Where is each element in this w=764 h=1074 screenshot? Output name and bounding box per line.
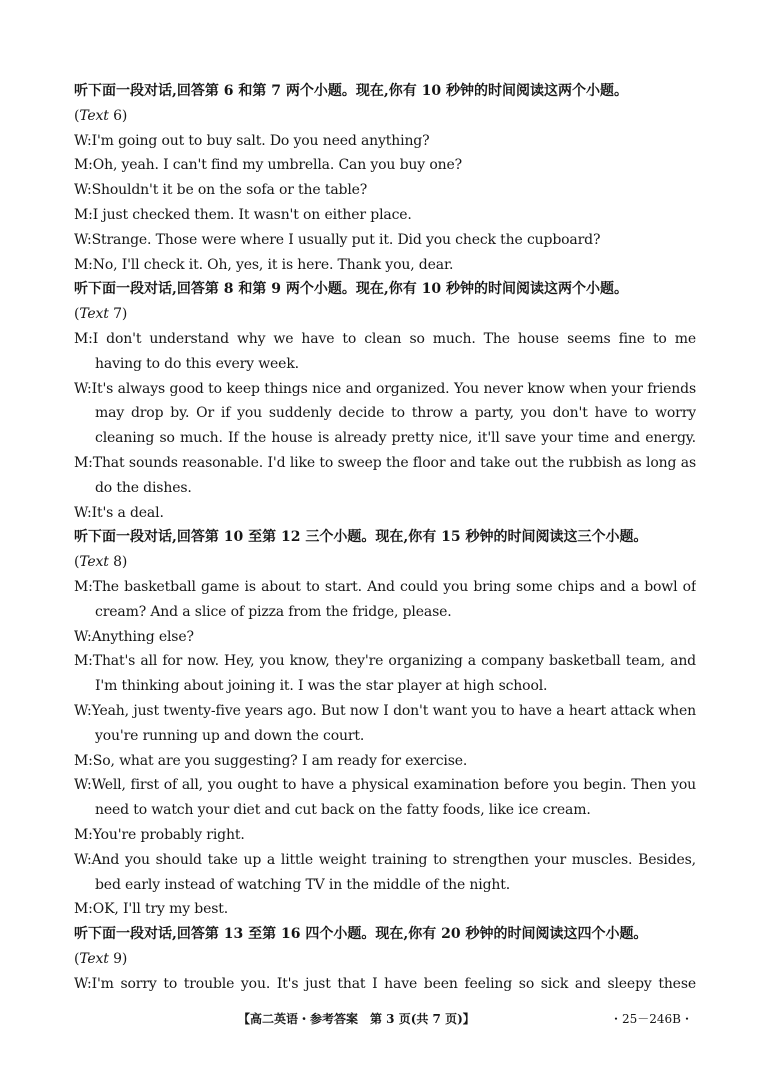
label-open: (	[74, 107, 80, 124]
dialogue-continuation: you're running up and down the court.	[95, 727, 365, 744]
dialogue-line: W:And you should take up a little weight training to strengthen your muscles. Besides,	[74, 851, 696, 868]
section-label	[74, 550, 696, 575]
footer-page-info: 【高二英语・参考答案 第 3 页(共 7 页)】	[238, 1012, 475, 1026]
label-open: (	[74, 950, 80, 967]
document-body	[74, 79, 696, 996]
footer-doc-code: ・25－246B・	[610, 1012, 693, 1026]
dialogue-continuation: may drop by. Or if you suddenly decide to throw a party, you don't have to worry	[95, 405, 696, 422]
dialogue-line: M:You're probably right.	[74, 826, 245, 843]
dialogue-line: M:I just checked them. It wasn't on either place.	[74, 206, 412, 223]
label-open: (	[74, 306, 80, 323]
dialogue-line: M:That sounds reasonable. I'd like to sweep the floor and take out the rubbish as long as	[74, 454, 696, 471]
label-open: (	[74, 554, 80, 571]
dialogue-line: M:The basketball game is about to start. And could you bring some chips and a bowl of	[74, 578, 696, 595]
dialogue-line: W:Anything else?	[74, 628, 194, 645]
dialogue-line: W:It's always good to keep things nice and organized. You never know when your friends	[74, 380, 696, 397]
label-number: 7)	[108, 306, 128, 323]
dialogue-line: W:I'm sorry to trouble you. It's just that I have been feeling so sick and sleepy these	[74, 975, 696, 992]
dialogue-line: W:Yeah, just twenty-five years ago. But now I don't want you to have a heart attack when	[74, 702, 696, 719]
label-number: 8)	[108, 554, 128, 571]
dialogue-continuation: having to do this every week.	[95, 355, 299, 372]
dialogue-line: W:I'm going out to buy salt. Do you need anything?	[74, 132, 430, 149]
section-label	[74, 302, 696, 327]
section-label	[74, 104, 696, 129]
dialogue-line: W:It's a deal.	[74, 504, 164, 521]
label-number: 6)	[108, 107, 128, 124]
instruction-line: 听下面一段对话,回答第 10 至第 12 三个小题。现在,你有 15 秒钟的时间阅读这三个小题。	[74, 529, 648, 546]
label-number: 9)	[108, 950, 128, 967]
label-text: Text	[79, 306, 109, 323]
dialogue-continuation: do the dishes.	[95, 479, 192, 496]
dialogue-line: W:Well, first of all, you ought to have a physical examination before you begin. Then you	[74, 777, 696, 794]
dialogue-line: M:No, I'll check it. Oh, yes, it is here. Thank you, dear.	[74, 256, 454, 273]
instruction-line: 听下面一段对话,回答第 13 至第 16 四个小题。现在,你有 20 秒钟的时间阅读这四个小题。	[74, 926, 648, 943]
page-footer	[0, 1010, 764, 1030]
dialogue-line: M:OK, I'll try my best.	[74, 901, 229, 918]
dialogue-line: M:I don't understand why we have to clean so much. The house seems fine to me	[74, 330, 696, 347]
dialogue-continuation: need to watch your diet and cut back on the fatty foods, like ice cream.	[95, 802, 591, 819]
label-text: Text	[79, 950, 109, 967]
dialogue-line: M:That's all for now. Hey, you know, they're organizing a company basketball team, and	[74, 653, 696, 670]
section-label	[74, 947, 696, 972]
dialogue-line: W:Strange. Those were where I usually put it. Did you check the cupboard?	[74, 231, 601, 248]
dialogue-line: M:So, what are you suggesting? I am ready for exercise.	[74, 752, 468, 769]
dialogue-line: W:Shouldn't it be on the sofa or the table?	[74, 182, 368, 199]
dialogue-continuation: I'm thinking about joining it. I was the star player at high school.	[95, 678, 548, 695]
dialogue-continuation: bed early instead of watching TV in the middle of the night.	[95, 876, 511, 893]
instruction-line: 听下面一段对话,回答第 6 和第 7 两个小题。现在,你有 10 秒钟的时间阅读这两个小题。	[74, 83, 628, 99]
label-text: Text	[79, 554, 109, 571]
dialogue-continuation: cleaning so much. If the house is already pretty nice, it'll save your time and energy.	[95, 430, 696, 447]
dialogue-line: M:Oh, yeah. I can't find my umbrella. Can you buy one?	[74, 157, 462, 174]
label-text: Text	[79, 107, 109, 124]
instruction-line: 听下面一段对话,回答第 8 和第 9 两个小题。现在,你有 10 秒钟的时间阅读这两个小题。	[74, 281, 628, 298]
dialogue-continuation: cream? And a slice of pizza from the fridge, please.	[95, 603, 452, 620]
